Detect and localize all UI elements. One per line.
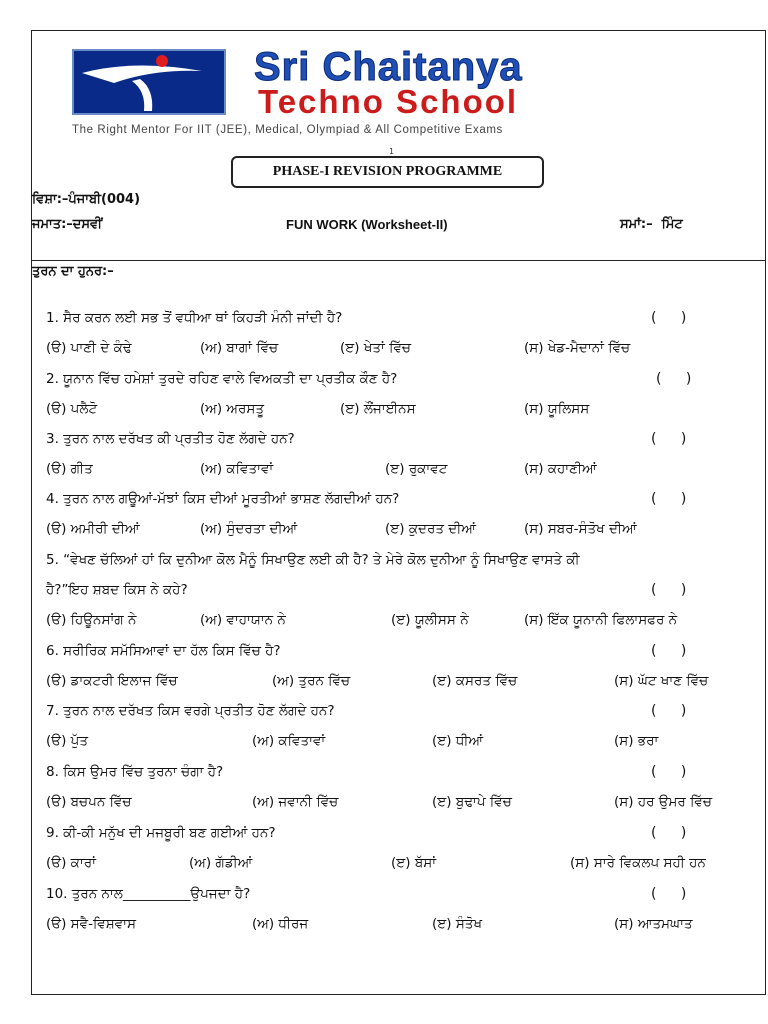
answer-blank[interactable]: ( ) bbox=[651, 310, 697, 326]
answer-option: (ੲ) ਲੌਂਜਾਈਨਸ bbox=[340, 401, 416, 417]
answer-option: (ਸ) ਹਰ ਉਮਰ ਵਿੱਚ bbox=[614, 794, 712, 810]
answer-option: (ੲ) ਧੀਆਂ bbox=[432, 733, 484, 749]
answer-option: (ੲ) ਬੁਢਾਪੇ ਵਿੱਚ bbox=[432, 794, 512, 810]
answer-blank[interactable]: ( ) bbox=[651, 643, 697, 659]
answer-option: (ਅ) ਜਵਾਨੀ ਵਿੱਚ bbox=[252, 794, 339, 810]
brand-subtitle: Techno School bbox=[258, 83, 519, 120]
header-divider bbox=[32, 260, 765, 261]
answer-blank[interactable]: ( ) bbox=[656, 371, 702, 387]
answer-option: (ਅ) ਬਾਗਾਂ ਵਿੱਚ bbox=[200, 340, 279, 356]
section-title: ਤੁਰਨ ਦਾ ਹੁਨਰ:– bbox=[32, 264, 114, 279]
question-text: 8. ਕਿਸ ਉਮਰ ਵਿੱਚ ਤੁਰਨਾ ਚੰਗਾ ਹੈ? bbox=[46, 764, 224, 780]
question-text: 3. ਤੁਰਨ ਨਾਲ ਦਰੱਖਤ ਕੀ ਪ੍ਰਤੀਤ ਹੋਣ ਲੱਗਦੇ ਹਨ? bbox=[46, 431, 295, 447]
answer-option: (ਸ) ਘੱਟ ਖਾਣ ਵਿੱਚ bbox=[614, 673, 709, 689]
answer-blank[interactable]: ( ) bbox=[651, 491, 697, 507]
answer-blank[interactable]: ( ) bbox=[651, 764, 697, 780]
answer-blank[interactable]: ( ) bbox=[651, 431, 697, 447]
answer-option: (ਸ) ਭਰਾ bbox=[614, 733, 659, 749]
worksheet-page bbox=[31, 30, 766, 995]
question-text: 1. ਸੈਰ ਕਰਨ ਲਈ ਸਭ ਤੋਂ ਵਧੀਆ ਥਾਂ ਕਿਹੜੀ ਮੰਨੀ ਜਾਂਦੀ ਹੈ? bbox=[46, 310, 343, 326]
time-label: ਸਮਾਂ:– ਮਿੰਟ bbox=[620, 217, 683, 232]
answer-option: (ੲ) ਰੁਕਾਵਟ bbox=[385, 461, 448, 477]
answer-option: (ੲ) ਕੁਦਰਤ ਦੀਆਂ bbox=[385, 521, 476, 537]
answer-option: (ਅ) ਗੱਡੀਆਂ bbox=[189, 855, 253, 871]
answer-option: (ੳ) ਕਾਰਾਂ bbox=[46, 855, 96, 871]
answer-option: (ੳ) ਪੁੱਤ bbox=[46, 733, 88, 749]
answer-option: (ੳ) ਗੀਤ bbox=[46, 461, 93, 477]
answer-option: (ੳ) ਸਵੈ-ਵਿਸ਼ਵਾਸ bbox=[46, 916, 137, 932]
answer-option: (ਸ) ਸਾਰੇ ਵਿਕਲਪ ਸਹੀ ਹਨ bbox=[570, 855, 706, 871]
answer-blank[interactable]: ( ) bbox=[651, 582, 697, 598]
school-logo bbox=[72, 49, 226, 115]
answer-blank[interactable]: ( ) bbox=[651, 886, 697, 902]
answer-blank[interactable]: ( ) bbox=[651, 825, 697, 841]
question-text: 4. ਤੁਰਨ ਨਾਲ ਗਊਆਂ-ਮੱਝਾਂ ਕਿਸ ਦੀਆਂ ਮੂਰਤੀਆਂ ਭਾਸ਼ਣ ਲੱਗਦੀਆਂ ਹਨ? bbox=[46, 491, 400, 507]
question-text: 10. ਤੁਰਨ ਨਾਲ__________ਉਪਜਦਾ ਹੈ? bbox=[46, 886, 251, 902]
answer-option: (ਅ) ਸੁੰਦਰਤਾ ਦੀਆਂ bbox=[200, 521, 298, 537]
phase-title: PHASE-I REVISION PROGRAMME bbox=[231, 156, 544, 188]
answer-option: (ੲ) ਬੱਸਾਂ bbox=[391, 855, 437, 871]
answer-option: (ਸ) ਕਹਾਣੀਆਂ bbox=[524, 461, 597, 477]
question-text: 7. ਤੁਰਨ ਨਾਲ ਦਰੱਖਤ ਕਿਸ ਵਰਗੇ ਪ੍ਰਤੀਤ ਹੋਣ ਲੱਗਦੇ ਹਨ? bbox=[46, 703, 335, 719]
answer-option: (ਸ) ਆਤਮਘਾਤ bbox=[614, 916, 693, 932]
answer-option: (ੲ) ਕਸਰਤ ਵਿੱਚ bbox=[432, 673, 518, 689]
brand-tagline: The Right Mentor For IIT (JEE), Medical, Olympiad & All Competitive Exams bbox=[72, 124, 503, 136]
question-text: 2. ਯੂਨਾਨ ਵਿੱਚ ਹਮੇਸ਼ਾਂ ਤੁਰਦੇ ਰਹਿਣ ਵਾਲੇ ਵਿਅਕਤੀ ਦਾ ਪ੍ਰਤੀਕ ਕੌਣ ਹੈ? bbox=[46, 371, 398, 387]
question-text: 9. ਕੀ-ਕੀ ਮਨੁੱਖ ਦੀ ਮਜਬੂਰੀ ਬਣ ਗਈਆਂ ਹਨ? bbox=[46, 825, 276, 841]
answer-option: (ੳ) ਪਲੈਟੋ bbox=[46, 401, 98, 417]
answer-option: (ਅ) ਕਵਿਤਾਵਾਂ bbox=[252, 733, 326, 749]
subject-label: ਵਿਸ਼ਾ:–ਪੰਜਾਬੀ(004) bbox=[32, 192, 141, 207]
answer-option: (ਸ) ਯੂਲਿਸਸ bbox=[524, 401, 590, 417]
answer-option: (ਅ) ਵਾਹਾਯਾਨ ਨੇ bbox=[200, 612, 286, 628]
answer-option: (ੳ) ਹਿਊਨਸਾਂਗ ਨੇ bbox=[46, 612, 137, 628]
answer-option: (ਸ) ਇੱਕ ਯੂਨਾਨੀ ਫਿਲਾਸਫਰ ਨੇ bbox=[524, 612, 678, 628]
answer-option: (ੳ) ਅਮੀਰੀ ਦੀਆਂ bbox=[46, 521, 140, 537]
answer-option: (ਅ) ਤੁਰਨ ਵਿੱਚ bbox=[272, 673, 351, 689]
question-text: 6. ਸਰੀਰਿਕ ਸਮੱਸਿਆਵਾਂ ਦਾ ਹੱਲ ਕਿਸ ਵਿੱਚ ਹੈ? bbox=[46, 643, 281, 659]
answer-option: (ਸ) ਸਬਰ-ਸੰਤੋਖ ਦੀਆਂ bbox=[524, 521, 637, 537]
answer-option: (ਅ) ਧੀਰਜ bbox=[252, 916, 309, 932]
worksheet-title: FUN WORK (Worksheet-II) bbox=[286, 217, 448, 232]
answer-option: (ਅ) ਅਰਸਤੂ bbox=[200, 401, 265, 417]
answer-option: (ੲ) ਯੂਲੀਸਸ ਨੇ bbox=[391, 612, 469, 628]
brand-name: Sri Chaitanya bbox=[254, 45, 523, 89]
class-label: ਜਮਾਤ:–ਦਸਵੀਂ bbox=[32, 217, 103, 232]
question-text-continued: ਹੈ?”ਇਹ ਸ਼ਬਦ ਕਿਸ ਨੇ ਕਹੇ? bbox=[46, 582, 188, 598]
answer-option: (ੳ) ਪਾਣੀ ਦੇ ਕੰਢੇ bbox=[46, 340, 132, 356]
answer-blank[interactable]: ( ) bbox=[651, 703, 697, 719]
answer-option: (ੲ) ਖੇਤਾਂ ਵਿੱਚ bbox=[340, 340, 412, 356]
question-text: 5. “ਵੇਖਣ ਚੱਲਿਆਂ ਹਾਂ ਕਿ ਦੁਨੀਆ ਕੋਲ ਮੈਨੂੰ ਸਿਖਾਉਣ ਲਈ ਕੀ ਹੈ? ਤੇ ਮੇਰੇ ਕੋਲ ਦੁਨੀਆ ਨੂੰ ਸਿਖਾਉਣ ਵਾਸਤੇ ਕੀ bbox=[46, 552, 580, 568]
answer-option: (ੲ) ਸੰਤੋਖ bbox=[432, 916, 483, 932]
answer-option: (ੳ) ਡਾਕਟਰੀ ਇਲਾਜ ਵਿੱਚ bbox=[46, 673, 178, 689]
page-mark: 1 bbox=[389, 147, 395, 156]
logo-emblem-icon bbox=[74, 51, 224, 113]
answer-option: (ਸ) ਖੇਡ-ਮੈਦਾਨਾਂ ਵਿੱਚ bbox=[524, 340, 631, 356]
answer-option: (ੳ) ਬਚਪਨ ਵਿੱਚ bbox=[46, 794, 132, 810]
answer-option: (ਅ) ਕਵਿਤਾਵਾਂ bbox=[200, 461, 274, 477]
